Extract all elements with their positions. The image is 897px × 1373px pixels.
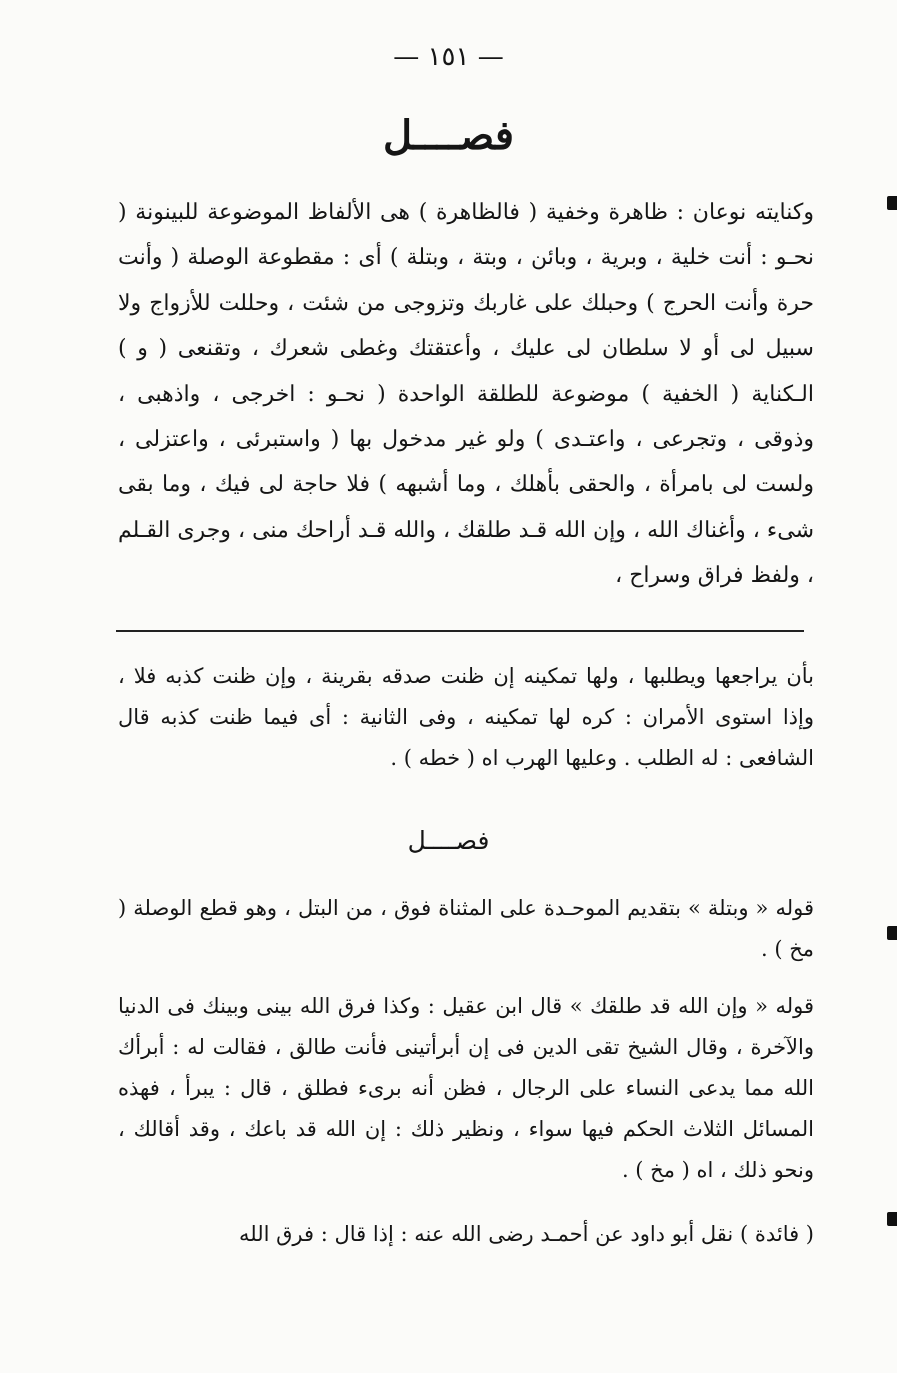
page-number: — ١٥١ —: [393, 42, 504, 72]
main-text: وكنايته نوعان : ظاهرة وخفية ( فالظاهرة ) هى الألفاظ الموضوعة للبينونة ( نحـو : أنت خلية ، وبرية ، وبائن ، وبتة ، وبتلة ) أى : مقطوعة الوصلة ( وأنت حرة وأنت الحرج ) وحبلك على غاربك وتزوجى من شئت ، وحللت للأزواج ولا سبيل لى أو لا سلطان لى عليك ، وأعتقتك وغطى شعرك ، وتقنعى ( و ) الـكناية ( الخفية ) موضوعة للطلقة الواحدة ( نحـو : اخرجى ، واذهبى ، وذوقى ، وتجرعى ، واعتـدى ) ولو غير مدخول بها ( واستبرئى ، واعتزلى ، ولست لى بامرأة ، والحقى بأهلك ، وما أشبهه ) فلا حاجة لى فيك ، وما بقى شىء ، وأغناك الله ، وإن الله قـد طلقك ، والله قـد أراحك منى ، وجرى القـلم ، ولفظ فراق وسراح ،: [118, 200, 814, 589]
subsection-heading: فصــــل: [407, 826, 490, 855]
footnote-divider: [116, 630, 804, 632]
footnote-paragraph-4: ( فائدة ) نقل أبو داود عن أحمـد رضى الله عنه : إذا قال : فرق الله: [239, 1222, 814, 1246]
footnote-paragraph-1: بأن يراجعها ويطلبها ، ولها تمكينه إن ظنت صدقه بقرينة ، وإن ظنت كذبه فلا ، وإذا استوى الأمران : كره لها تمكينه ، وفى الثانية : أى فيما ظنت كذبه قال الشافعى : له الطلب . وعليها الهرب اه ( خطه ) .: [118, 664, 814, 770]
binding-mark: [887, 926, 897, 940]
binding-mark: [887, 1212, 897, 1226]
section-heading: فصــــل: [383, 112, 514, 159]
footnote-paragraph-2: قوله « وبتلة » بتقديم الموحـدة على المثناة فوق ، من البتل ، وهو قطع الوصلة ( مخ ) .: [118, 896, 814, 961]
footnote-paragraph-3: قوله « وإن الله قد طلقك » قال ابن عقيل : وكذا فرق الله بينى وبينك فى الدنيا والآخرة ، وقال الشيخ تقى الدين فى إن أبرأتينى فأنت طالق ، فقالت له : أبرأك الله مما يدعى النساء على الرجال ، فظن أنه برىء فطلق ، قال : يبرأ ، فهذه المسائل الثلاث الحكم فيها سواء ، ونظير ذلك : إن الله قد باعك ، وقد أقالك ، ونحو ذلك ، اه ( مخ ) .: [118, 994, 814, 1182]
binding-mark: [887, 196, 897, 210]
